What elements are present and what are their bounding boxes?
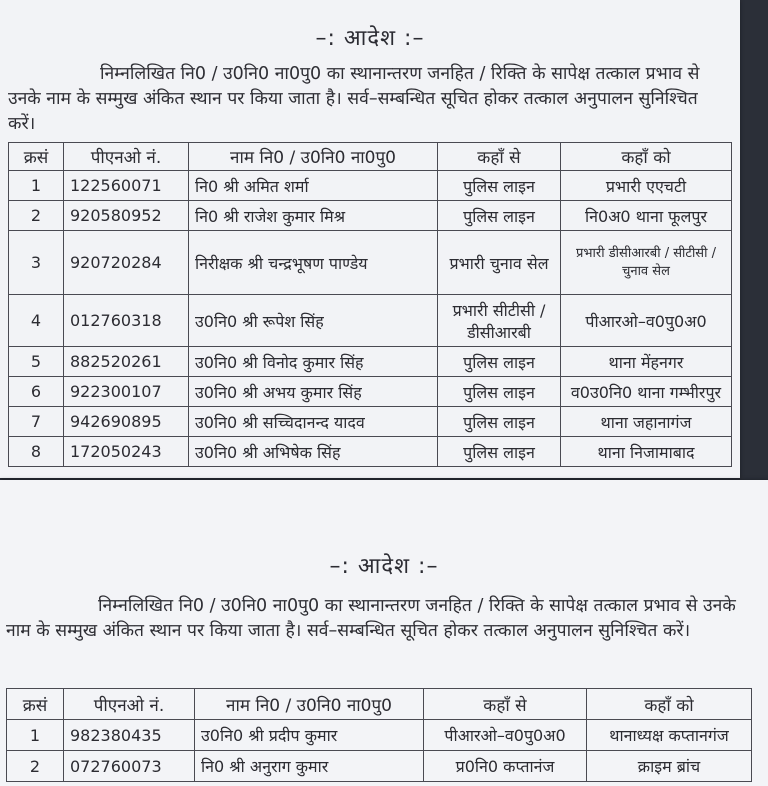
cell-to: नि0अ0 थाना फूलपुर — [561, 201, 732, 231]
cell-sn: 7 — [9, 407, 64, 437]
order-2-heading: –: आदेश :– — [329, 554, 439, 579]
cell-pno: 942690895 — [64, 407, 189, 437]
cell-from: पुलिस लाइन — [438, 347, 561, 377]
cell-pno: 882520261 — [64, 347, 189, 377]
cell-pno: 920720284 — [64, 231, 189, 295]
cell-from: पीआरओ–व0पु0अ0 — [424, 720, 587, 751]
cell-name: नि0 श्री राजेश कुमार मिश्र — [189, 201, 438, 231]
table-row — [9, 437, 732, 467]
order-1-table — [8, 142, 732, 467]
col-from: कहाँ से — [424, 689, 587, 720]
table-row — [9, 347, 732, 377]
cell-to: थाना निजामाबाद — [561, 437, 732, 467]
order-2-table — [6, 688, 752, 782]
cell-sn: 5 — [9, 347, 64, 377]
cell-from: प्र0नि0 कप्तानंज — [424, 751, 587, 782]
cell-from: पुलिस लाइन — [438, 377, 561, 407]
cell-to: पीआरओ–व0पु0अ0 — [561, 295, 732, 347]
table-header-row — [7, 689, 752, 720]
cell-sn: 3 — [9, 231, 64, 295]
table-header-row — [9, 143, 732, 171]
cell-sn: 8 — [9, 437, 64, 467]
col-to: कहाँ को — [587, 689, 752, 720]
col-from: कहाँ से — [438, 143, 561, 171]
cell-to: प्रभारी डीसीआरबी / सीटीसी / चुनाव सेल — [561, 231, 732, 295]
table-row — [7, 751, 752, 782]
cell-pno: 922300107 — [64, 377, 189, 407]
cell-to: थाना जहानागंज — [561, 407, 732, 437]
cell-sn: 1 — [7, 720, 64, 751]
cell-name: उ0नि0 श्री अभिषेक सिंह — [189, 437, 438, 467]
order-1-heading: –: आदेश :– — [315, 26, 425, 51]
order-2-paragraph: निम्नलिखित नि0 / उ0नि0 ना0पु0 का स्थानान्तरण जनहित / रिक्ति के सापेक्ष तत्काल प्रभाव से उनके नाम के सम्मुख अंकित स्थान पर किया जाता है। सर्व–सम्बन्धित सूचित होकर तत्काल अनुपालन सुनिश्चित करें। — [6, 596, 736, 641]
cell-sn: 6 — [9, 377, 64, 407]
cell-from: प्रभारी चुनाव सेल — [438, 231, 561, 295]
col-pno: पीएनओ नं. — [64, 143, 189, 171]
col-sn: क्रसं — [9, 143, 64, 171]
cell-sn: 1 — [9, 171, 64, 201]
table-row — [9, 231, 732, 295]
table-row — [9, 201, 732, 231]
cell-pno: 012760318 — [64, 295, 189, 347]
col-pno: पीएनओ नं. — [64, 689, 195, 720]
col-to: कहाँ को — [561, 143, 732, 171]
cell-pno: 172050243 — [64, 437, 189, 467]
cell-pno: 072760073 — [64, 751, 195, 782]
cell-sn: 4 — [9, 295, 64, 347]
cell-from: पुलिस लाइन — [438, 407, 561, 437]
cell-to: प्रभारी एएचटी — [561, 171, 732, 201]
cell-to: थाना मेंहनगर — [561, 347, 732, 377]
table-row — [9, 407, 732, 437]
cell-sn: 2 — [7, 751, 64, 782]
cell-from: प्रभारी सीटीसी / डीसीआरबी — [438, 295, 561, 347]
table-row — [9, 171, 732, 201]
order-sheet-2 — [0, 480, 768, 786]
cell-name: उ0नि0 श्री रूपेश सिंह — [189, 295, 438, 347]
table-row — [7, 720, 752, 751]
cell-pno: 982380435 — [64, 720, 195, 751]
cell-to: क्राइम ब्रांच — [587, 751, 752, 782]
cell-sn: 2 — [9, 201, 64, 231]
order-1-paragraph: निम्नलिखित नि0 / उ0नि0 ना0पु0 का स्थानान्तरण जनहित / रिक्ति के सापेक्ष तत्काल प्रभाव से उनके नाम के सम्मुख अंकित स्थान पर किया जाता है। सर्व–सम्बन्धित सूचित होकर तत्काल अनुपालन सुनिश्चित करें। — [8, 64, 700, 134]
table-row — [9, 295, 732, 347]
cell-from: पुलिस लाइन — [438, 201, 561, 231]
col-name: नाम नि0 / उ0नि0 ना0पु0 — [189, 143, 438, 171]
cell-name: उ0नि0 श्री प्रदीप कुमार — [195, 720, 424, 751]
cell-from: पुलिस लाइन — [438, 437, 561, 467]
cell-name: निरीक्षक श्री चन्द्रभूषण पाण्डेय — [189, 231, 438, 295]
cell-name: उ0नि0 श्री विनोद कुमार सिंह — [189, 347, 438, 377]
cell-pno: 920580952 — [64, 201, 189, 231]
cell-name: उ0नि0 श्री सच्चिदानन्द यादव — [189, 407, 438, 437]
cell-pno: 122560071 — [64, 171, 189, 201]
cell-name: नि0 श्री अमित शर्मा — [189, 171, 438, 201]
cell-name: उ0नि0 श्री अभय कुमार सिंह — [189, 377, 438, 407]
cell-to: थानाध्यक्ष कप्तानगंज — [587, 720, 752, 751]
col-name: नाम नि0 / उ0नि0 ना0पु0 — [195, 689, 424, 720]
col-sn: क्रसं — [7, 689, 64, 720]
table-row — [9, 377, 732, 407]
cell-from: पुलिस लाइन — [438, 171, 561, 201]
cell-name: नि0 श्री अनुराग कुमार — [195, 751, 424, 782]
cell-to: व0उ0नि0 थाना गम्भीरपुर — [561, 377, 732, 407]
